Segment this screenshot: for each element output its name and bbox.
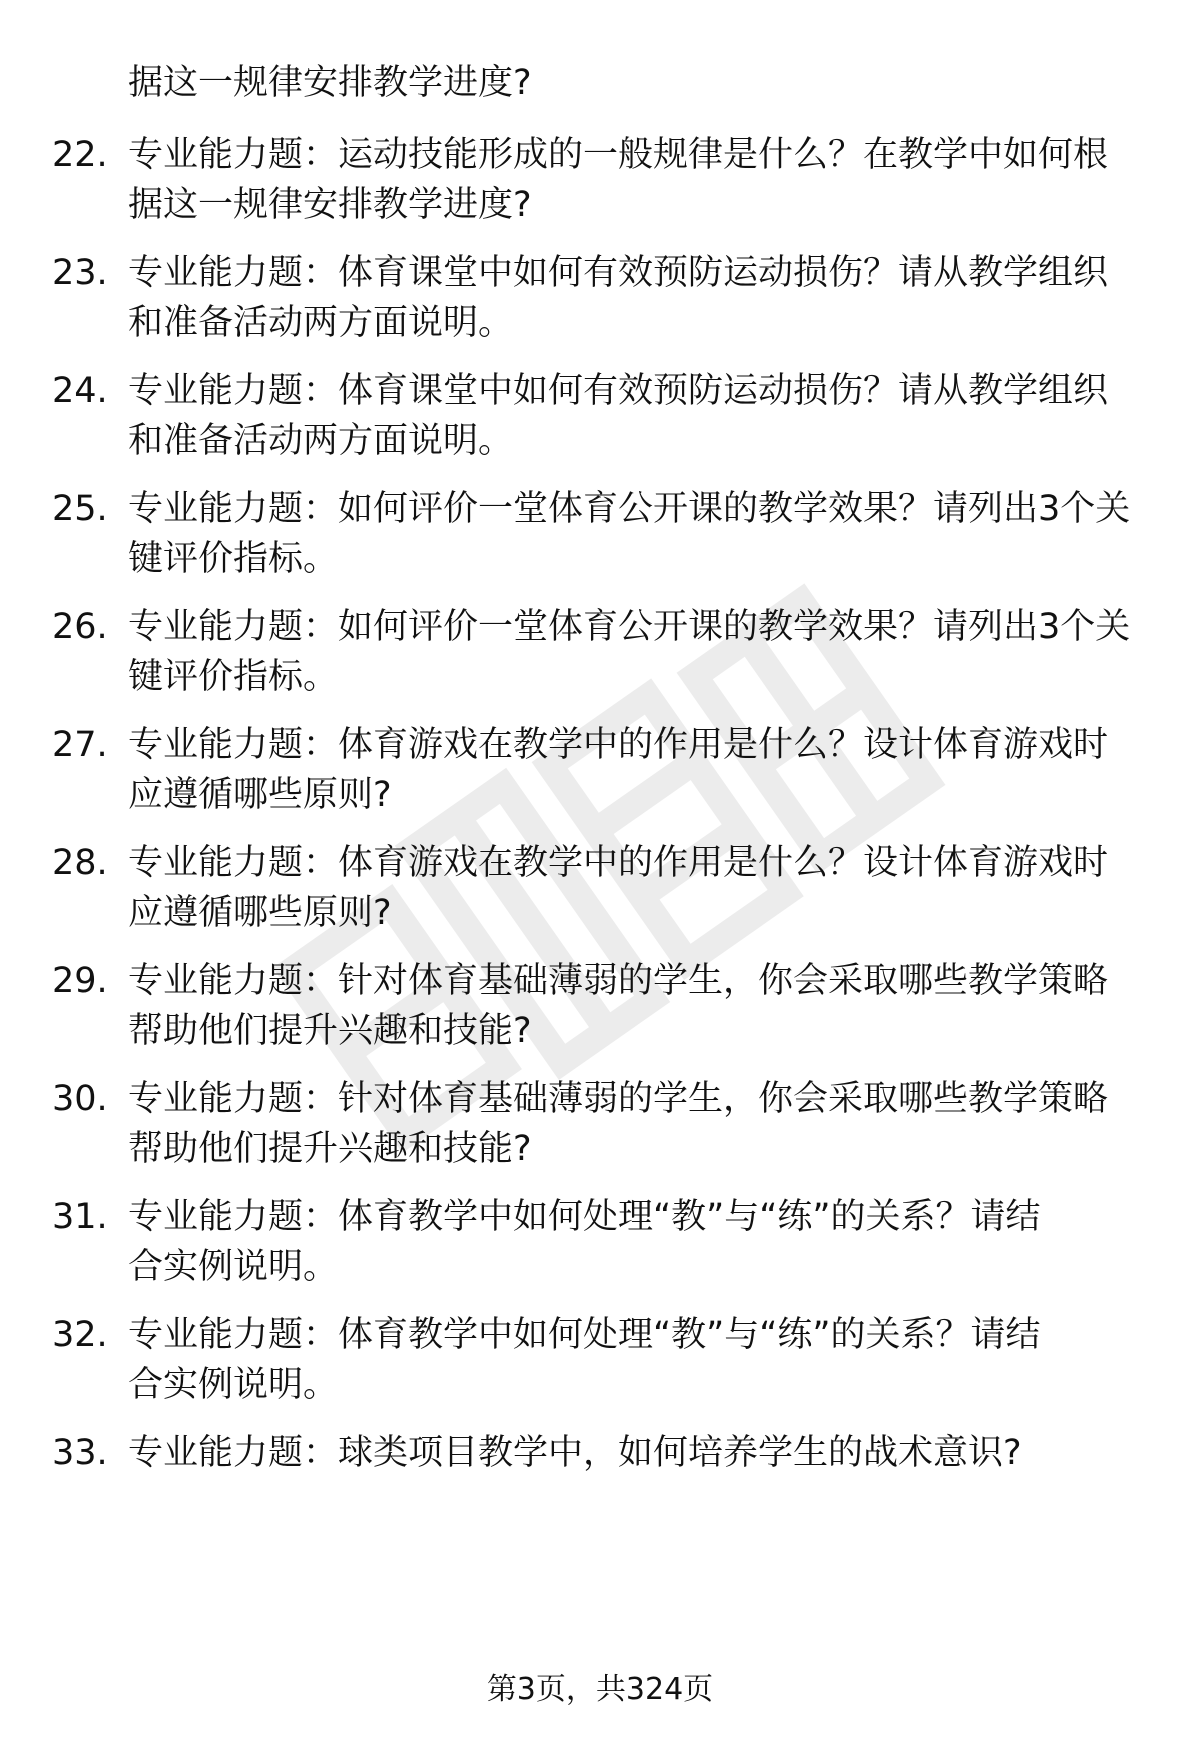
question-line: 专业能力题：体育教学中如何处理“教”与“练”的关系？请结 [128, 1197, 1041, 1237]
question-line: 专业能力题：体育课堂中如何有效预防运动损伤？请从教学组织 [128, 371, 1109, 411]
question-text [128, 1192, 1168, 1292]
question-number: 28. [52, 843, 108, 883]
question-number: 31. [52, 1197, 108, 1237]
question-line: 专业能力题：针对体育基础薄弱的学生，你会采取哪些教学策略 [128, 1079, 1109, 1119]
question-line: 专业能力题：球类项目教学中，如何培养学生的战术意识? [128, 1433, 1022, 1473]
question-line: 合实例说明。 [128, 1365, 339, 1405]
question-text [128, 248, 1168, 348]
question-number: 33. [52, 1433, 108, 1473]
question-line: 专业能力题：体育游戏在教学中的作用是什么？设计体育游戏时 [128, 725, 1109, 765]
question-number: 30. [52, 1079, 108, 1119]
question-text [128, 1428, 1168, 1478]
question-line: 和准备活动两方面说明。 [128, 421, 514, 461]
question-line: 专业能力题：针对体育基础薄弱的学生，你会采取哪些教学策略 [128, 961, 1109, 1001]
question-text [128, 484, 1168, 584]
question-text [128, 602, 1168, 702]
continuation-line: 据这一规律安排教学进度? [128, 63, 532, 103]
question-line: 应遵循哪些原则? [128, 893, 392, 933]
question-number: 22. [52, 135, 108, 175]
question-line: 应遵循哪些原则? [128, 775, 392, 815]
question-line: 专业能力题：体育游戏在教学中的作用是什么？设计体育游戏时 [128, 843, 1109, 883]
question-line: 专业能力题：如何评价一堂体育公开课的教学效果？请列出3个关 [128, 489, 1131, 529]
question-line: 据这一规律安排教学进度? [128, 185, 532, 225]
question-line: 专业能力题：体育教学中如何处理“教”与“练”的关系？请结 [128, 1315, 1041, 1355]
question-line: 专业能力题：运动技能形成的一般规律是什么？在教学中如何根 [128, 135, 1109, 175]
question-number: 27. [52, 725, 108, 765]
question-number: 32. [52, 1315, 108, 1355]
question-text [128, 366, 1168, 466]
question-number: 23. [52, 253, 108, 293]
question-line: 专业能力题：如何评价一堂体育公开课的教学效果？请列出3个关 [128, 607, 1131, 647]
question-number: 25. [52, 489, 108, 529]
question-line: 专业能力题：体育课堂中如何有效预防运动损伤？请从教学组织 [128, 253, 1109, 293]
question-line: 键评价指标。 [128, 657, 339, 697]
question-line: 帮助他们提升兴趣和技能? [128, 1011, 532, 1051]
question-line: 合实例说明。 [128, 1247, 339, 1287]
question-text [128, 956, 1168, 1056]
question-text [128, 720, 1168, 820]
question-number: 29. [52, 961, 108, 1001]
question-line: 键评价指标。 [128, 539, 339, 579]
question-text [128, 838, 1168, 938]
question-text [128, 1310, 1168, 1410]
question-number: 26. [52, 607, 108, 647]
page-footer: 第3页，共324页 [486, 1672, 714, 1707]
question-line: 帮助他们提升兴趣和技能? [128, 1129, 532, 1169]
question-text [128, 1074, 1168, 1174]
question-line: 和准备活动两方面说明。 [128, 303, 514, 343]
question-text [128, 130, 1168, 230]
question-number: 24. [52, 371, 108, 411]
